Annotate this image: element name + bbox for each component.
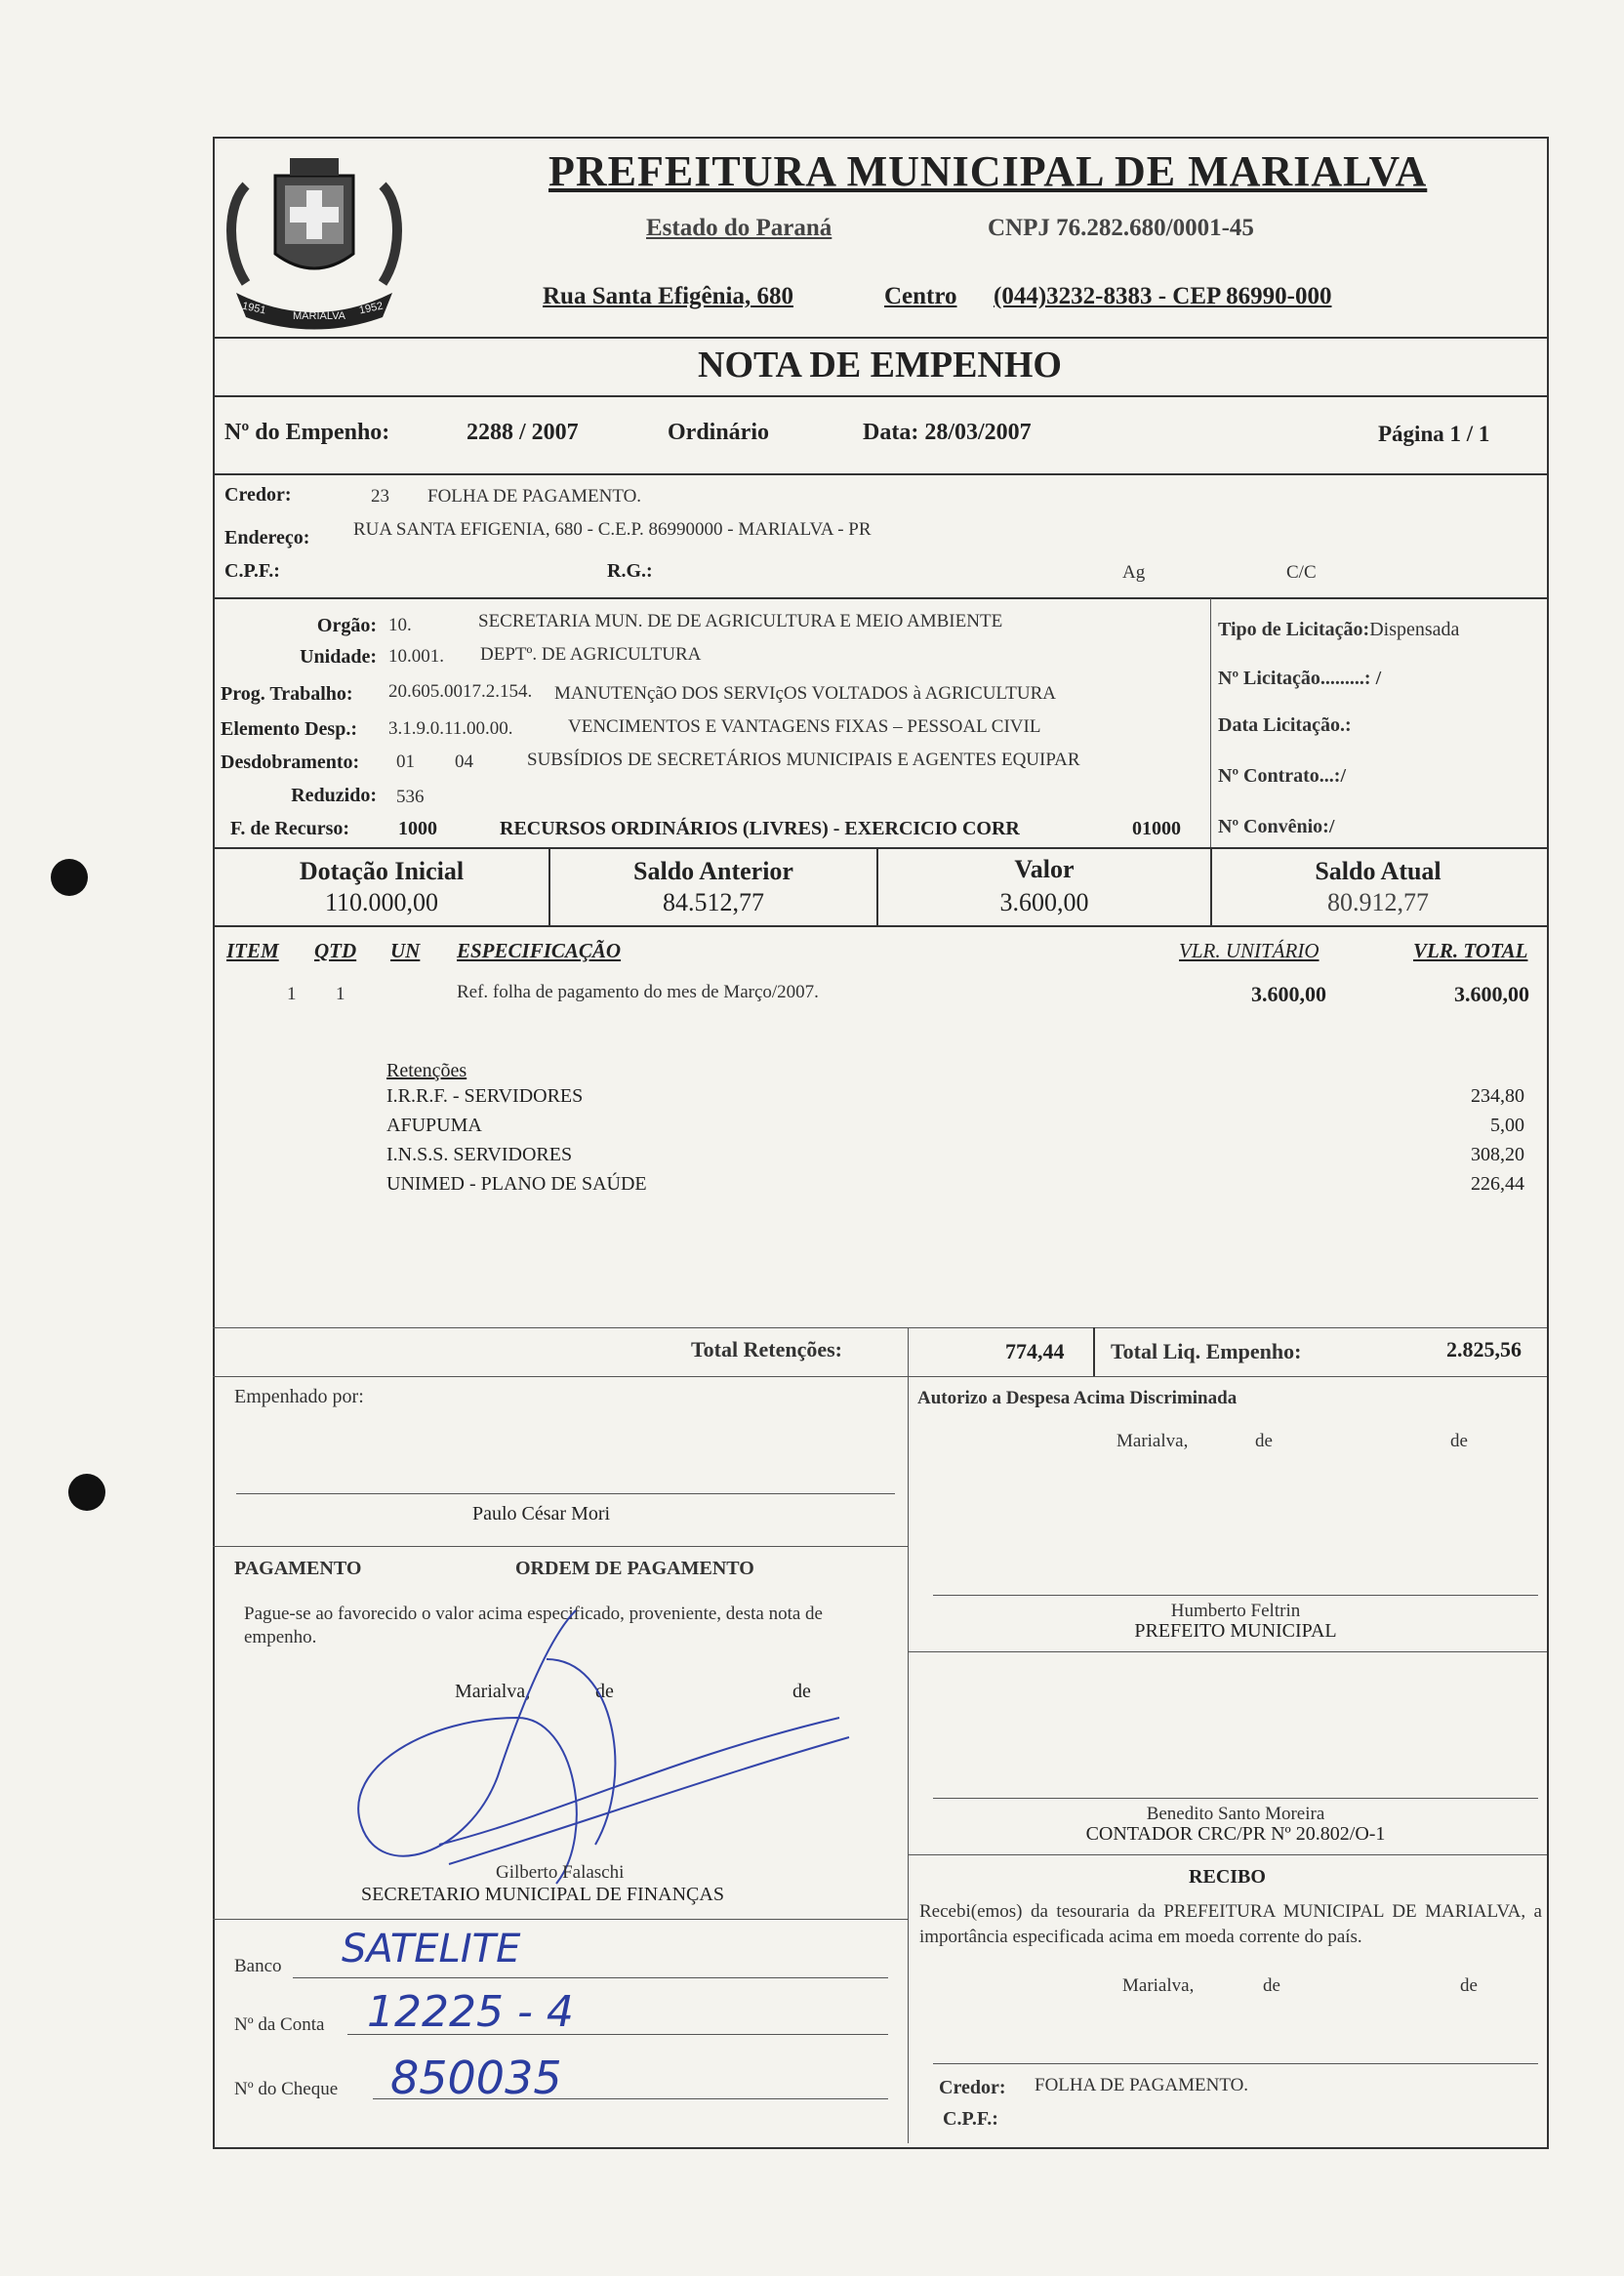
autorizo-de-2: de: [1450, 1431, 1468, 1451]
elemento-label: Elemento Desp.:: [221, 718, 357, 740]
unidade-code: 10.001.: [388, 646, 444, 667]
elemento-name: VENCIMENTOS E VANTAGENS FIXAS – PESSOAL CIVIL: [568, 716, 1041, 737]
reduzido-value: 536: [396, 787, 425, 807]
col-item: ITEM: [226, 939, 279, 962]
valor-value: 3.600,00: [999, 888, 1089, 916]
empenho-type: Ordinário: [668, 420, 770, 445]
dotacao-inicial-value: 110.000,00: [324, 888, 439, 916]
dotacao-inicial-label: Dotação Inicial: [299, 857, 465, 885]
recibo-text: Recebi(emos) da tesouraria da PREFEITURA MUNICIPAL DE MARIALVA, a importância especificada acima em moeda corrente do país.: [919, 1901, 1542, 1947]
retencao-name: I.N.S.S. SERVIDORES: [386, 1144, 573, 1165]
empenhado-por-label: Empenhado por:: [234, 1386, 364, 1407]
header-state: Estado do Paraná: [646, 215, 832, 241]
ordem-local: Marialva,: [455, 1681, 531, 1702]
retencao-value: 226,44: [1471, 1173, 1524, 1195]
orgao-name: SECRETARIA MUN. DE DE AGRICULTURA E MEIO AMBIENTE: [478, 611, 1003, 631]
recurso-number: 01000: [1132, 818, 1181, 839]
licitacao-numero: Nº Licitação.........: /: [1218, 668, 1382, 689]
seal-name: MARIALVA: [293, 310, 345, 322]
binder-hole: [51, 859, 88, 896]
empenho-page: Página 1 / 1: [1378, 422, 1490, 446]
licitacao-contrato: Nº Contrato...:/: [1218, 765, 1347, 787]
recibo-cpf-label: C.P.F.:: [943, 2108, 998, 2130]
ordem-de-2: de: [792, 1681, 811, 1702]
total-retencoes-value: 774,44: [1005, 1339, 1065, 1363]
desdobramento-code-1: 01: [396, 752, 415, 772]
orgao-label: Orgão:: [316, 615, 377, 636]
retencao-value: 308,20: [1471, 1144, 1524, 1165]
recibo-de-1: de: [1263, 1975, 1280, 1996]
divider-vertical: [908, 1327, 909, 1376]
header-address: Rua Santa Efigênia, 680: [543, 283, 793, 309]
licitacao-tipo-value: Dispensada: [1369, 619, 1460, 640]
col-valor-total: VLR. TOTAL: [1413, 939, 1528, 962]
secretario-title: SECRETARIO MUNICIPAL DE FINANÇAS: [361, 1884, 724, 1905]
saldo-anterior-label: Saldo Anterior: [633, 857, 793, 885]
credor-label: Credor:: [224, 484, 292, 506]
unidade-label: Unidade:: [300, 646, 377, 668]
licitacao-tipo: [1218, 619, 1459, 641]
saldo-atual-label: Saldo Atual: [1315, 857, 1441, 885]
prefeito-name: Humberto Feltrin: [1170, 1601, 1301, 1621]
col-qtd: QTD: [314, 939, 357, 962]
header-phone-cep: (044)3232-8383 - CEP 86990-000: [994, 283, 1332, 309]
retencao-name: I.R.R.F. - SERVIDORES: [386, 1085, 584, 1107]
contador-name: Benedito Santo Moreira: [1146, 1804, 1325, 1824]
recibo-credor-value: FOLHA DE PAGAMENTO.: [1035, 2075, 1249, 2095]
col-un: UN: [390, 939, 421, 962]
total-liquido-value: 2.825,56: [1446, 1337, 1522, 1362]
recibo-local: Marialva,: [1122, 1975, 1195, 1996]
recibo-de-2: de: [1460, 1975, 1478, 1996]
saldo-anterior-value: 84.512,77: [663, 888, 764, 916]
ordem-de-1: de: [595, 1681, 614, 1702]
licitacao-convenio: Nº Convênio:/: [1218, 816, 1335, 837]
endereco-value: RUA SANTA EFIGENIA, 680 - C.E.P. 86990000 - MARIALVA - PR: [353, 519, 872, 540]
divider: [213, 597, 1547, 599]
recurso-code: 1000: [398, 818, 437, 839]
signature-line: [933, 1798, 1538, 1799]
prog-name: MANUTENçãO DOS SERVIçOS VOLTADOS à AGRICULTURA: [554, 683, 1057, 704]
divider-vertical: [908, 1376, 909, 2143]
autorizo-local: Marialva,: [1116, 1431, 1189, 1451]
conta-value: 12225 - 4: [367, 1987, 574, 2037]
item-number: 1: [287, 984, 297, 1004]
seal-year-left: 1951: [241, 300, 267, 317]
banco-label: Banco: [234, 1956, 282, 1976]
divider: [213, 847, 1547, 849]
header-cnpj: CNPJ 76.282.680/0001-45: [988, 215, 1254, 241]
cc-label: C/C: [1286, 562, 1317, 583]
retencao-name: UNIMED - PLANO DE SAÚDE: [386, 1173, 647, 1195]
divider: [213, 1546, 908, 1547]
doc-title: NOTA DE EMPENHO: [698, 345, 1062, 386]
recurso-name: RECURSOS ORDINÁRIOS (LIVRES) - EXERCICIO CORR: [500, 818, 1020, 839]
binder-hole: [68, 1474, 105, 1511]
divider-vertical: [1093, 1327, 1095, 1376]
signature-line: [933, 1595, 1538, 1596]
empenhado-signer: Paulo César Mori: [472, 1503, 611, 1524]
unidade-name: DEPTº. DE AGRICULTURA: [480, 644, 702, 665]
endereco-label: Endereço:: [224, 527, 310, 549]
col-especificacao: ESPECIFICAÇÃO: [457, 939, 622, 962]
reduzido-label: Reduzido:: [291, 785, 377, 806]
retencoes-title: Retenções: [386, 1060, 467, 1081]
recibo-title: RECIBO: [1189, 1866, 1266, 1888]
total-liquido-label: Total Liq. Empenho:: [1111, 1339, 1302, 1363]
elemento-code: 3.1.9.0.11.00.00.: [388, 718, 513, 739]
autorizo-de-1: de: [1255, 1431, 1273, 1451]
header-centro: Centro: [884, 283, 957, 309]
retencao-name: AFUPUMA: [386, 1115, 482, 1136]
divider: [908, 1854, 1547, 1855]
banco-line: [293, 1977, 888, 1978]
prog-code: 20.605.0017.2.154.: [388, 681, 533, 702]
cheque-value: 850035: [390, 2052, 562, 2104]
total-retencoes-label: Total Retenções:: [691, 1337, 842, 1362]
rg-label: R.G.:: [607, 560, 653, 582]
conta-label: Nº da Conta: [234, 2014, 325, 2035]
licitacao-tipo-label: Tipo de Licitação:: [1218, 619, 1370, 640]
orgao-code: 10.: [388, 615, 412, 635]
empenho-number: 2288 / 2007: [467, 420, 579, 445]
signature-line: [933, 2063, 1538, 2064]
banco-value: SATELITE: [342, 1927, 521, 1971]
prefeito-title: PREFEITO MUNICIPAL: [1134, 1620, 1337, 1642]
credor-code: 23: [371, 486, 389, 507]
desdobramento-label: Desdobramento:: [221, 752, 360, 773]
desdobramento-name: SUBSÍDIOS DE SECRETÁRIOS MUNICIPAIS E AGENTES EQUIPAR: [527, 750, 1080, 770]
divider: [213, 473, 1547, 475]
item-qtd: 1: [336, 984, 345, 1004]
header-title: PREFEITURA MUNICIPAL DE MARIALVA: [548, 147, 1428, 195]
item-valor-total: 3.600,00: [1454, 982, 1529, 1006]
pagamento-label: PAGAMENTO: [234, 1558, 362, 1579]
desdobramento-code-2: 04: [455, 752, 473, 772]
cheque-label: Nº do Cheque: [234, 2079, 339, 2099]
valor-label: Valor: [1014, 855, 1075, 883]
signature-line: [236, 1493, 895, 1494]
retencao-value: 234,80: [1471, 1085, 1524, 1107]
divider: [213, 1376, 1547, 1377]
item-valor-unitario: 3.600,00: [1251, 982, 1326, 1006]
divider-vertical: [1210, 598, 1211, 847]
ordem-pagamento-text: Pague-se ao favorecido o valor acima especificado, proveniente, desta nota de empenho.: [244, 1604, 823, 1647]
empenho-number-label: Nº do Empenho:: [224, 420, 390, 445]
saldo-atual-value: 80.912,77: [1327, 888, 1429, 916]
credor-name: FOLHA DE PAGAMENTO.: [427, 486, 642, 507]
recurso-label: F. de Recurso:: [230, 818, 350, 839]
retencao-value: 5,00: [1490, 1115, 1524, 1136]
licitacao-data: Data Licitação.:: [1218, 714, 1352, 736]
divider: [213, 1327, 1547, 1328]
contador-title: CONTADOR CRC/PR Nº 20.802/O-1: [1085, 1823, 1386, 1845]
prog-label: Prog. Trabalho:: [221, 683, 353, 705]
ag-label: Ag: [1122, 562, 1146, 583]
col-valor-unitario: VLR. UNITÁRIO: [1179, 939, 1320, 962]
secretario-name: Gilberto Falaschi: [496, 1862, 625, 1883]
signature-scribble: [322, 1601, 869, 1893]
recibo-credor-label: Credor:: [939, 2077, 1006, 2098]
divider: [908, 1651, 1547, 1652]
divider: [213, 1919, 908, 1920]
divider: [213, 395, 1547, 397]
divider: [213, 925, 1547, 927]
ordem-pagamento-label: ORDEM DE PAGAMENTO: [515, 1558, 754, 1579]
item-especificacao: Ref. folha de pagamento do mes de Março/2007.: [457, 982, 819, 1002]
cpf-label: C.P.F.:: [224, 560, 280, 582]
empenho-date: Data: 28/03/2007: [863, 420, 1032, 445]
seal-year-right: 1952: [358, 300, 385, 317]
divider: [213, 337, 1547, 339]
autorizo-label: Autorizo a Despesa Acima Discriminada: [917, 1388, 1238, 1408]
